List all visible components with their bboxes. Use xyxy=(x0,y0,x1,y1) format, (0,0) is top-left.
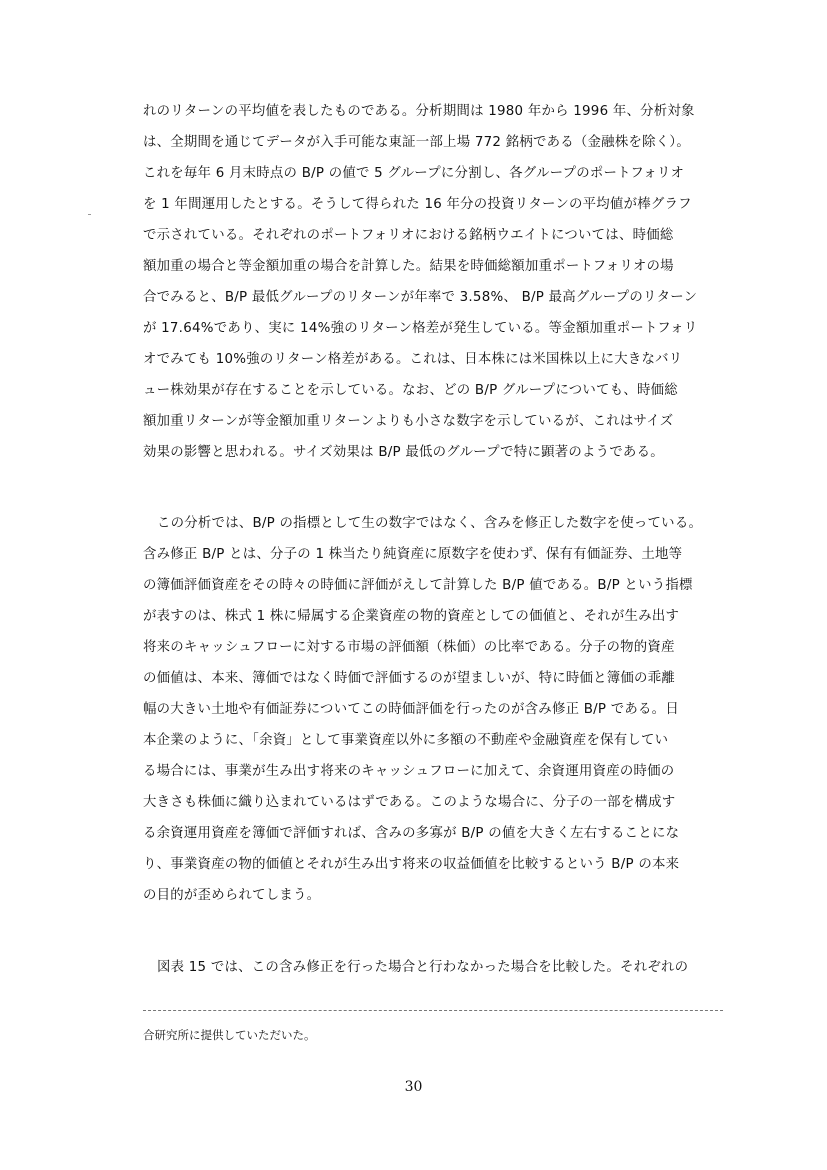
text-line: の目的が歪められてしまう。 xyxy=(143,888,321,903)
page-number: 30 xyxy=(404,1079,423,1095)
text-line: 含み修正 B/P とは、分子の 1 株当たり純資産に原数字を使わず、保有有価証券、土地等 xyxy=(143,547,683,562)
text-line: ュー株効果が存在することを示している。なお、どの B/P グループについても、時価総 xyxy=(143,383,678,398)
text-line: 大きさも株価に織り込まれているはずである。このような場合に、分子の一部を構成す xyxy=(143,795,676,810)
text-line: この分析では、B/P の指標として生の数字ではなく、含みを修正した数字を使っている。 xyxy=(157,516,703,531)
text-line: 将来のキャッシュフローに対する市場の評価額（株価）の比率である。分子の物的資産 xyxy=(143,640,675,655)
text-line: る場合には、事業が生み出す将来のキャッシュフローに加えて、余資運用資産の時価の xyxy=(143,764,675,779)
text-line: る余資運用資産を簿価で評価すれば、含みの多寡が B/P の値を大きく左右することにな xyxy=(143,826,680,841)
footnote-separator xyxy=(143,1010,723,1011)
text-line: 本企業のように、「余資」として事業資産以外に多額の不動産や金融資産を保有してい xyxy=(143,733,669,748)
text-line: 幅の大きい土地や有価証券についてこの時価評価を行ったのが含み修正 B/P である。日 xyxy=(143,702,679,717)
footnote: 合研究所に提供していただいた。 xyxy=(143,1028,316,1042)
text-line: れのリターンの平均値を表したものである。分析期間は 1980 年から 1996 年、分析対象 xyxy=(143,104,695,119)
text-line: は、全期間を通じてデータが入手可能な東証一部上場 772 銘柄である（金融株を除く）。 xyxy=(143,135,690,150)
text-line: り、事業資産の物的価値とそれが生み出す将来の収益価値を比較するという B/P の本来 xyxy=(143,857,680,872)
text-line: が表すのは、株式 1 株に帰属する企業資産の物的資産としての価値と、それが生み出す xyxy=(143,609,680,624)
text-line: これを毎年 6 月末時点の B/P の値で 5 グループに分割し、各グループのポートフォリオ xyxy=(143,166,685,181)
paragraph-3 xyxy=(143,952,723,983)
text-line: の価値は、本来、簿価ではなく時価で評価するのが望ましいが、特に時価と簿価の乖離 xyxy=(143,671,675,686)
text-line: の簿価評価資産をその時々の時価に評価がえして計算した B/P 値である。B/P という指標 xyxy=(143,578,693,593)
text-line: で示されている。それぞれのポートフォリオにおける銘柄ウエイトについては、時価総 xyxy=(143,228,674,243)
text-line: を 1 年間運用したとする。そうして得られた 16 年分の投資リターンの平均値が棒グラフ xyxy=(143,197,692,212)
paragraph-1 xyxy=(143,96,723,468)
text-line: 額加重リターンが等金額加重リターンよりも小さな数字を示しているが、これはサイズ xyxy=(143,414,674,429)
text-line: 合でみると、B/P 最低グループのリターンが年率で 3.58%、 B/P 最高グループのリターン xyxy=(143,290,698,305)
margin-mark xyxy=(88,214,91,215)
text-line: オでみても 10%強のリターン格差がある。これは、日本株には米国株以上に大きなバリ xyxy=(143,352,683,367)
text-line: 図表 15 では、この含み修正を行った場合と行わなかった場合を比較した。それぞれの xyxy=(157,960,689,975)
text-line: が 17.64%であり、実に 14%強のリターン格差が発生している。等金額加重ポートフォリ xyxy=(143,321,698,336)
text-line: 額加重の場合と等金額加重の場合を計算した。結果を時価総額加重ポートフォリオの場 xyxy=(143,259,674,274)
paragraph-2 xyxy=(143,508,723,911)
text-line: 効果の影響と思われる。サイズ効果は B/P 最低のグループで特に顕著のようである。 xyxy=(143,445,664,460)
